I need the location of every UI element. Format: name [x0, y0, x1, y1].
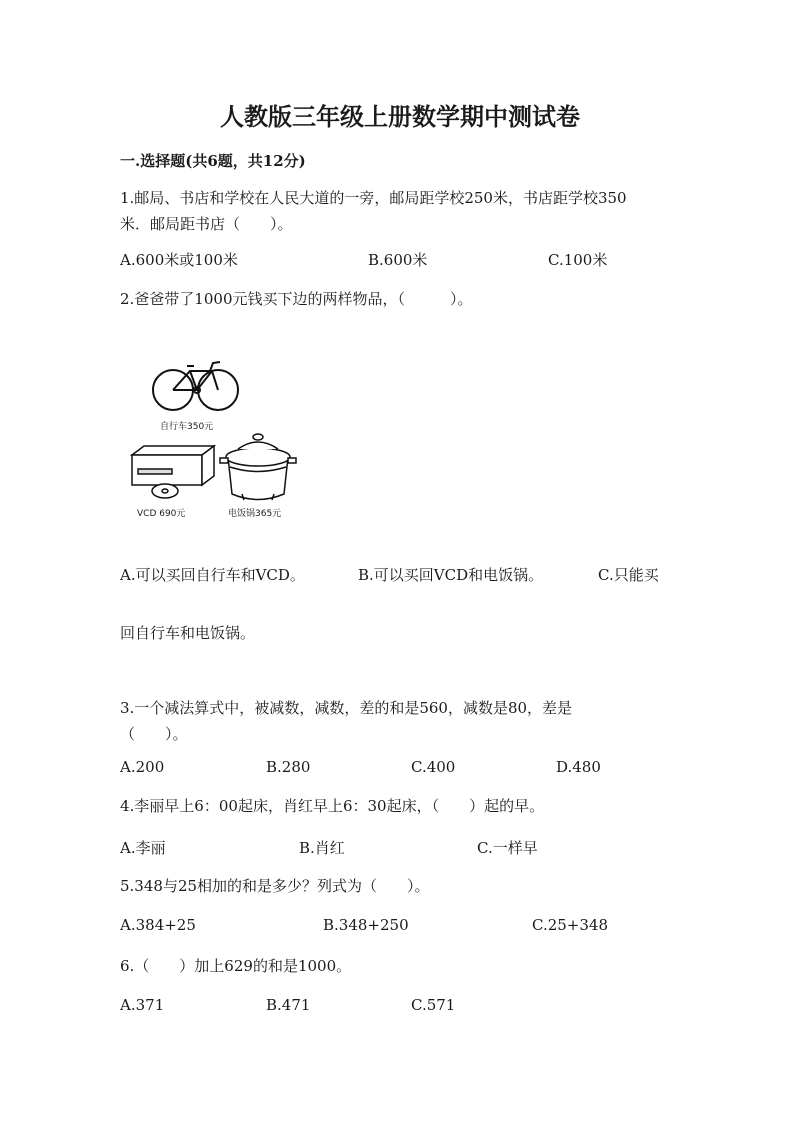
q2-option-c-continued: 回自行车和电饭锅。	[120, 624, 256, 642]
q3-option-a: A.200	[120, 758, 165, 776]
question-3-line-2: （ ）。	[120, 725, 188, 743]
q6-option-c: C.571	[411, 996, 456, 1014]
q5-option-a: A.384+25	[120, 916, 196, 934]
q5-option-c: C.25+348	[532, 916, 608, 934]
vcd-price-label: VCD 690元	[137, 509, 186, 519]
question-1-line-1: 1.邮局、书店和学校在人民大道的一旁，邮局距学校250米，书店距学校350	[120, 189, 627, 207]
question-3	[120, 695, 572, 747]
page-title: 人教版三年级上册数学期中测试卷	[220, 102, 580, 131]
q2-option-a: A.可以买回自行车和VCD。	[120, 566, 305, 584]
q3-option-d: D.480	[556, 758, 601, 776]
q1-option-a: A.600米或100米	[120, 251, 238, 269]
question-1	[120, 185, 627, 237]
rice-cooker-price-label: 电饭锅365元	[228, 509, 282, 519]
q3-option-c: C.400	[411, 758, 456, 776]
q2-option-c: C.只能买	[598, 566, 659, 584]
q4-option-b: B.肖红	[299, 839, 345, 857]
question-6: 6.（ ）加上629的和是1000。	[120, 957, 352, 975]
q4-option-a: A.李丽	[120, 839, 166, 857]
q3-option-b: B.280	[266, 758, 311, 776]
question-4: 4.李丽早上6：00起床，肖红早上6：30起床，（ ）起的早。	[120, 797, 545, 815]
question-2: 2.爸爸带了1000元钱买下边的两样物品，（ ）。	[120, 290, 473, 308]
rice-cooker-icon	[220, 434, 296, 500]
bicycle-price-label: 自行车350元	[160, 422, 214, 432]
q6-option-a: A.371	[120, 996, 165, 1014]
q1-option-b: B.600米	[368, 251, 428, 269]
products-figure	[120, 345, 310, 525]
question-1-line-2: 米．邮局距书店（ ）。	[120, 215, 293, 233]
question-3-line-1: 3.一个减法算式中，被减数，减数，差的和是560，减数是80，差是	[120, 699, 573, 717]
q2-option-b: B.可以买回VCD和电饭锅。	[358, 566, 544, 584]
q5-option-b: B.348+250	[323, 916, 409, 934]
question-5: 5.348与25相加的和是多少？列式为（ ）。	[120, 877, 430, 895]
q4-option-c: C.一样早	[477, 839, 538, 857]
section-heading: 一.选择题(共6题，共12分)	[120, 152, 306, 170]
q6-option-b: B.471	[266, 996, 311, 1014]
q1-option-c: C.100米	[548, 251, 608, 269]
vcd-player-icon	[132, 446, 214, 498]
products-illustration	[120, 345, 310, 525]
bicycle-icon	[153, 362, 238, 410]
